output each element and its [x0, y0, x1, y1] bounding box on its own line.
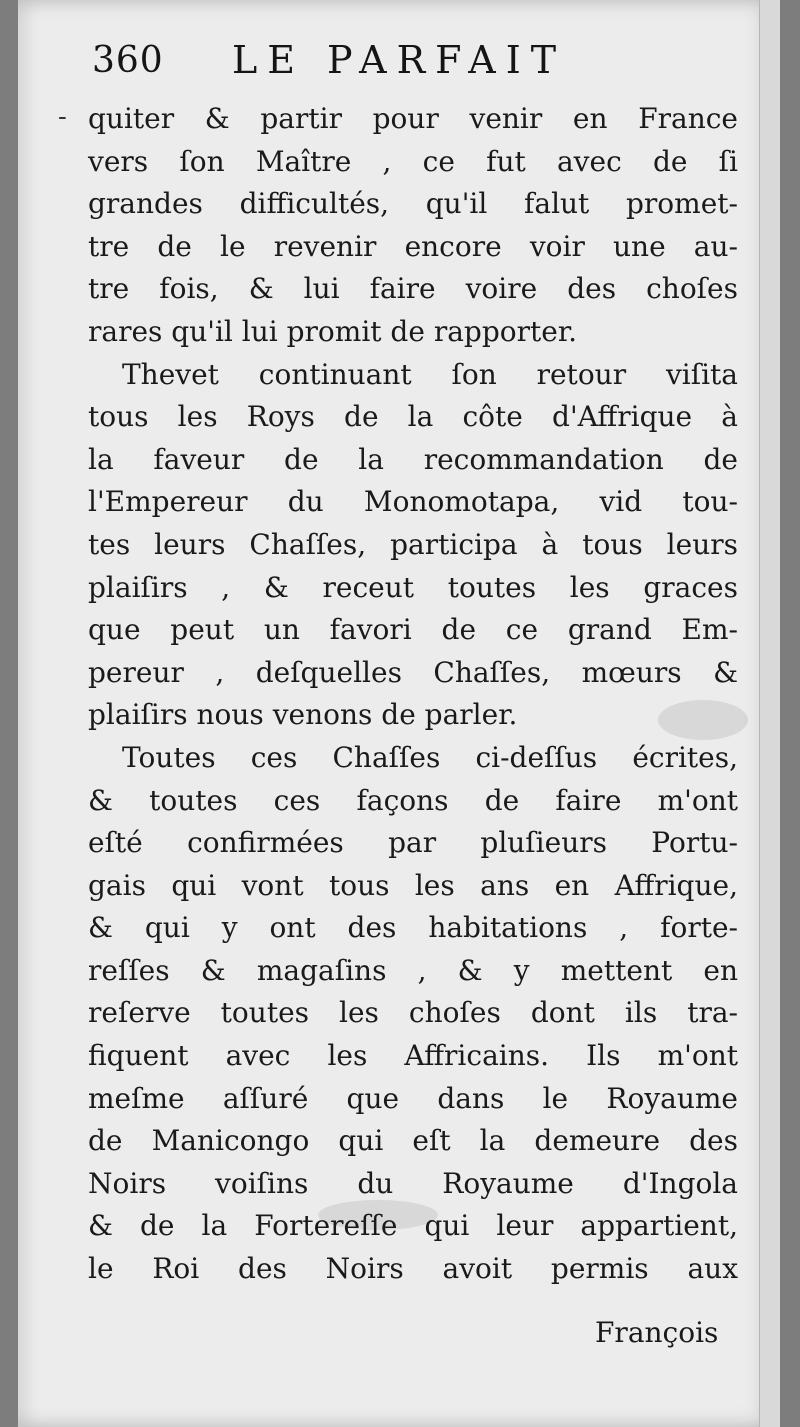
text-line: plaiſirs , & receut toutes les graces	[88, 570, 738, 604]
text-line: eſté confirmées par pluſieurs Portu-	[88, 826, 738, 860]
margin-mark: -	[58, 102, 67, 132]
text-line: pereur , deſquelles Chaſſes, mœurs &	[88, 655, 738, 689]
page-number: 360	[92, 40, 164, 81]
text-line: Toutes ces Chaſſes ci-deſſus écrites,	[122, 740, 738, 774]
text-line: tre fois, & lui faire voire des choſes	[88, 272, 738, 306]
running-title: LE PARFAIT	[232, 38, 567, 82]
text-line: gais qui vont tous les ans en Affrique,	[88, 868, 738, 902]
text-line: de Manicongo qui eſt la demeure des	[88, 1124, 738, 1158]
text-line: quiter & partir pour venir en France	[88, 102, 738, 135]
text-line: tre de le revenir encore voir une au-	[88, 229, 738, 263]
text-line: Thevet continuant ſon retour viſita	[122, 357, 738, 391]
text-line: que peut un favori de ce grand Em-	[88, 613, 738, 647]
text-line: reſſes & magaſins , & y mettent en	[88, 953, 738, 987]
text-line: l'Empereur du Monomotapa, vid tou-	[88, 485, 738, 519]
text-line: meſme aſſuré que dans le Royaume	[88, 1081, 738, 1115]
text-line: reſerve toutes les choſes dont ils tra-	[88, 996, 738, 1030]
catchword: François	[595, 1316, 719, 1349]
text-line: grandes difficultés, qu'il falut promet-	[88, 187, 738, 221]
text-line: Noirs voiſins du Royaume d'Ingola	[88, 1166, 738, 1200]
text-line: vers ſon Maître , ce fut avec de ſi	[88, 144, 738, 178]
page-header	[92, 32, 652, 92]
body-text	[88, 98, 738, 1291]
text-line: la faveur de la recommandation de	[88, 442, 738, 476]
text-line: le Roi des Noirs avoit permis aux	[88, 1252, 738, 1286]
text-line: rares qu'il lui promit de rapporter.	[88, 314, 578, 348]
text-line: tous les Roys de la côte d'Affrique à	[88, 400, 738, 434]
text-line: & toutes ces façons de faire m'ont	[88, 783, 738, 817]
text-line: & de la Fortereſſe qui leur appartient,	[88, 1209, 738, 1243]
text-line: & qui y ont des habitations , forte-	[88, 911, 738, 945]
text-line: fiquent avec les Affricains. Ils m'ont	[88, 1039, 738, 1073]
page-edge	[759, 0, 780, 1427]
text-line: plaiſirs nous venons de parler.	[88, 698, 518, 732]
text-line: tes leurs Chaſſes, participa à tous leurs	[88, 527, 738, 561]
